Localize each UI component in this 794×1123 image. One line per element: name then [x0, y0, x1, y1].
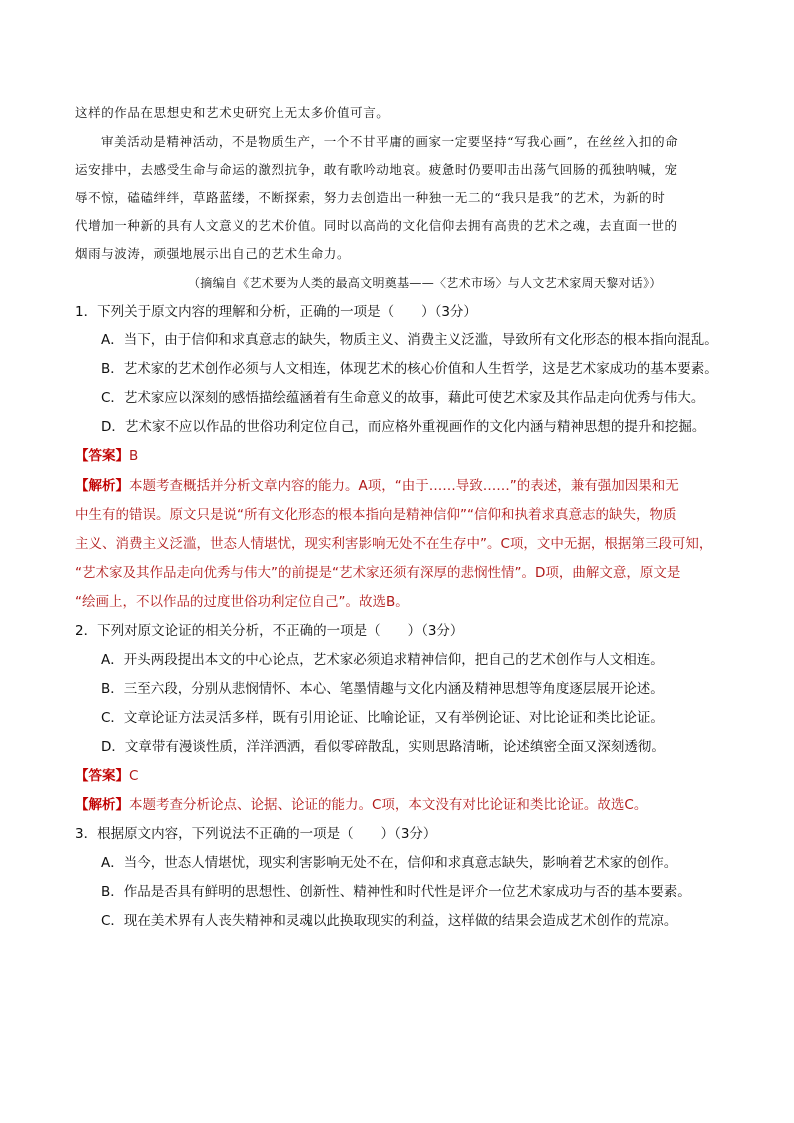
analysis-tag: 【解析】 — [75, 478, 129, 494]
answer-tag: 【答案】 — [75, 768, 129, 784]
analysis-line: “绘画上，不以作品的过度世俗功利定位自己”。故选B。 — [75, 594, 409, 610]
question-2-option-b: B．三至六段，分别从悲悯情怀、本心、笔墨情趣与文化内涵及精神思想等角度逐层展开论述。 — [101, 681, 664, 697]
analysis-line: 本题考查分析论点、论据、论证的能力。C项，本文没有对比论证和类比论证。故选C。 — [129, 797, 648, 813]
analysis-line: 中生有的错误。原文只是说“所有文化形态的根本指向是精神信仰”“信仰和执着求真意志的缺失，物质 — [75, 507, 677, 523]
question-1-answer — [75, 446, 138, 466]
passage-line: 运安排中，去感受生命与命运的激烈抗争，敢有歌吟动地哀。疲惫时仍要叩击出荡气回肠的孤独呐喊，宠 — [75, 162, 678, 177]
question-3-option-c: C．现在美术界有人丧失精神和灵魂以此换取现实的利益，这样做的结果会造成艺术创作的荒凉。 — [101, 913, 678, 929]
passage-line: 代增加一种新的具有人文意义的艺术价值。同时以高尚的文化信仰去拥有高贵的艺术之魂，去直面一世的 — [75, 218, 678, 233]
question-1-stem: 1．下列关于原文内容的理解和分析，正确的一项是（ ）（3分） — [75, 304, 477, 320]
analysis-tag: 【解析】 — [75, 797, 129, 813]
question-1-option-d: D．艺术家不应以作品的世俗功利定位自己，而应格外重视画作的文化内涵与精神思想的提升和挖掘。 — [101, 419, 706, 435]
question-2-answer — [75, 766, 138, 786]
question-1-option-a: A．当下，由于信仰和求真意志的缺失，物质主义、消费主义泛滥，导致所有文化形态的根本指向混乱。 — [101, 332, 718, 348]
analysis-line: “艺术家及其作品走向优秀与伟大”的前提是“艺术家还须有深厚的悲悯性情”。D项，曲解文意，原文是 — [75, 565, 681, 581]
passage-line: 辱不惊，磕磕绊绊，草路蓝缕，不断探索，努力去创造出一种独一无二的“我只是我”的艺术，为新的时 — [75, 190, 666, 205]
answer-value: B — [129, 448, 139, 464]
question-3-stem: 3．根据原文内容，下列说法不正确的一项是（ ）（3分） — [75, 826, 437, 842]
passage-source: （摘编自《艺术要为人类的最高文明奠基——〈艺术市场〉与人文艺术家周天黎对话》） — [188, 276, 662, 290]
analysis-line: 本题考查概括并分析文章内容的能力。A项，“由于……导致……”的表述，兼有强加因果和无 — [129, 478, 679, 494]
answer-value: C — [129, 768, 139, 784]
question-2-analysis — [75, 795, 647, 815]
question-2-stem: 2．下列对原文论证的相关分析，不正确的一项是（ ）（3分） — [75, 623, 464, 639]
question-3-option-b: B．作品是否具有鲜明的思想性、创新性、精神性和时代性是评介一位艺术家成功与否的基本要素。 — [101, 884, 691, 900]
question-3-option-a: A．当今，世态人情堪忧，现实利害影响无处不在，信仰和求真意志缺失，影响着艺术家的创作。 — [101, 855, 678, 871]
analysis-line: 主义、消费主义泛滥，世态人情堪忧，现实利害影响无处不在生存中”。C项，文中无据，根据第三段可知， — [75, 536, 713, 552]
question-2-option-a: A．开头两段提出本文的中心论点，艺术家必须追求精神信仰，把自己的艺术创作与人文相连。 — [101, 652, 664, 668]
passage-line: 审美活动是精神活动，不是物质生产，一个不甘平庸的画家一定要坚持“写我心画”，在丝丝入扣的命 — [101, 134, 679, 149]
question-1-option-c: C．艺术家应以深刻的感悟描绘蕴涵着有生命意义的故事，藉此可使艺术家及其作品走向优秀与伟大。 — [101, 390, 705, 406]
question-1-option-b: B．艺术家的艺术创作必须与人文相连，体现艺术的核心价值和人生哲学，这是艺术家成功的基本要素。 — [101, 361, 718, 377]
passage-line: 这样的作品在思想史和艺术史研究上无太多价值可言。 — [75, 105, 390, 120]
question-2-option-c: C．文章论证方法灵活多样，既有引用论证、比喻论证，又有举例论证、对比论证和类比论证。 — [101, 710, 664, 726]
answer-tag: 【答案】 — [75, 448, 129, 464]
question-1-analysis — [75, 476, 679, 496]
passage-line: 烟雨与波涛，顽强地展示出自己的艺术生命力。 — [75, 246, 351, 261]
question-2-option-d: D．文章带有漫谈性质，洋洋洒洒，看似零碎散乱，实则思路清晰，论述缜密全面又深刻透彻。 — [101, 739, 665, 755]
